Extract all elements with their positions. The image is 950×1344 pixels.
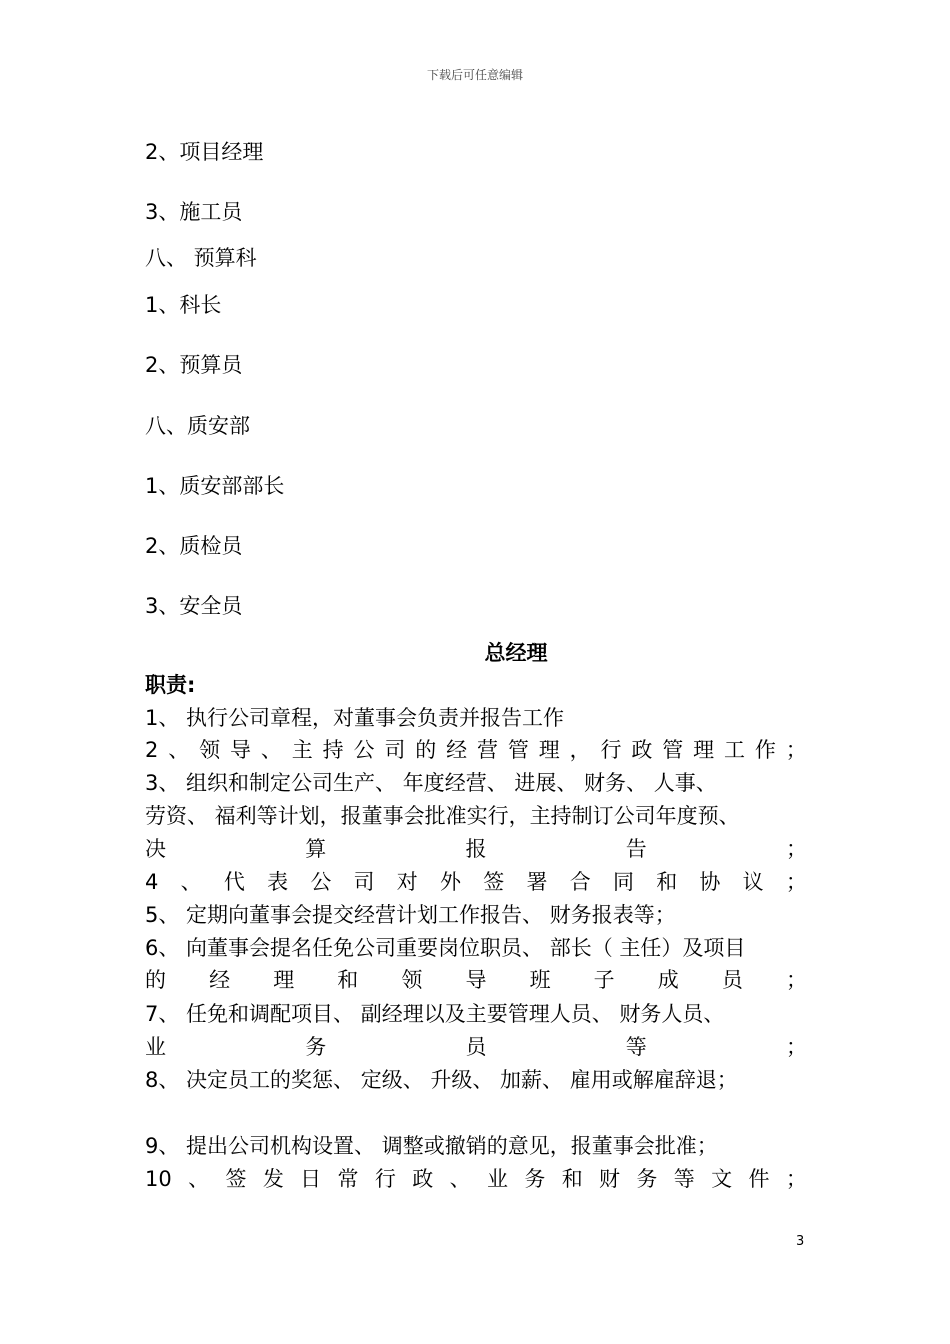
justified-token: 务	[524, 1167, 546, 1191]
justified-token: 营	[477, 738, 498, 762]
justified-token: 司	[384, 738, 406, 762]
justified-token: 日	[300, 1167, 322, 1191]
justified-token: 导	[230, 738, 251, 762]
justified-token: 财	[599, 1167, 621, 1191]
duty-line	[145, 967, 807, 993]
justified-token: 务	[305, 1035, 327, 1059]
page-header: 下载后可任意编辑	[426, 68, 523, 82]
justified-token: 员	[721, 968, 743, 992]
justified-token: 行	[600, 738, 622, 762]
justified-token: 成	[657, 968, 679, 992]
justified-token: 管	[507, 738, 529, 762]
justified-token: 业	[486, 1167, 508, 1191]
justified-token: 的	[415, 738, 437, 762]
justified-token: 外	[440, 870, 462, 894]
duty-line: 劳资、 福利等计划，报董事会批准实行，主持制订公司年度预、	[145, 804, 740, 828]
justified-token: 、	[260, 738, 282, 762]
duty-line	[145, 737, 807, 763]
justified-token: 件	[748, 1167, 770, 1191]
duty-line	[145, 1034, 807, 1060]
duties-label: 职责:	[145, 673, 196, 697]
justified-token: 主	[291, 738, 313, 762]
justified-token: 和	[561, 1167, 583, 1191]
justified-token: 告	[625, 837, 647, 861]
justified-token: 对	[396, 870, 418, 894]
justified-token: 工	[724, 738, 745, 762]
justified-token: 、	[449, 1167, 471, 1191]
justified-token: 决	[145, 837, 166, 861]
justified-token: 签	[483, 870, 505, 894]
list-item: 1、质安部部长	[145, 474, 285, 498]
justified-token: 议	[742, 870, 764, 894]
justified-token: 常	[337, 1167, 359, 1191]
justified-token: 4	[145, 870, 159, 894]
justified-token: 理	[538, 738, 560, 762]
justified-token: 领	[199, 738, 221, 762]
justified-token: 署	[526, 870, 548, 894]
justified-token: 员	[465, 1035, 487, 1059]
duty-line: 8、 决定员工的奖惩、 定级、 升级、 加薪、 雇用或解雇辞退；	[145, 1068, 738, 1092]
page-number: 3	[796, 1234, 805, 1249]
justified-token: ；	[785, 1167, 807, 1191]
justified-token: 和	[656, 870, 678, 894]
justified-token: 导	[465, 968, 487, 992]
justified-token: 政	[412, 1167, 434, 1191]
list-item: 2、项目经理	[145, 140, 264, 164]
duty-line	[145, 1166, 807, 1192]
justified-token: 和	[337, 968, 359, 992]
list-item: 3、安全员	[145, 594, 243, 618]
justified-token: ；	[786, 1035, 807, 1059]
justified-token: 理	[273, 968, 295, 992]
justified-token: 经	[209, 968, 231, 992]
justified-token: 公	[353, 738, 375, 762]
duty-line: 3、 组织和制定公司生产、 年度经营、 进展、 财务、 人事、	[145, 771, 717, 795]
justified-token: 发	[262, 1167, 284, 1191]
justified-token: 等	[673, 1167, 695, 1191]
justified-token: 签	[225, 1167, 247, 1191]
justified-token: 等	[625, 1035, 647, 1059]
justified-token: 、	[168, 738, 190, 762]
justified-token: 的	[145, 968, 166, 992]
duty-line: 1、 执行公司章程，对董事会负责并报告工作	[145, 706, 565, 730]
justified-token: 2	[145, 738, 159, 762]
justified-token: 业	[145, 1035, 166, 1059]
duty-line: 5、 定期向董事会提交经营计划工作报告、 财务报表等；	[145, 903, 676, 927]
justified-token: 算	[305, 837, 327, 861]
justified-token: 代	[223, 870, 245, 894]
justified-token: 经	[446, 738, 468, 762]
justified-token: 政	[631, 738, 653, 762]
duty-line: 9、 提出公司机构设置、 调整或撤销的意见，报董事会批准；	[145, 1134, 718, 1158]
justified-token: 务	[636, 1167, 658, 1191]
justified-token: 10	[145, 1167, 172, 1191]
justified-token: ；	[785, 968, 807, 992]
justified-token: 文	[711, 1167, 733, 1191]
justified-token: ；	[785, 870, 807, 894]
justified-token: 行	[374, 1167, 396, 1191]
justified-token: 班	[529, 968, 551, 992]
justified-token: 表	[267, 870, 289, 894]
duty-line	[145, 836, 807, 862]
list-item: 3、施工员	[145, 200, 243, 224]
list-item: 2、预算员	[145, 353, 243, 377]
list-item: 1、科长	[145, 293, 222, 317]
justified-token: 公	[310, 870, 332, 894]
justified-token: 、	[180, 870, 202, 894]
justified-token: 管	[662, 738, 684, 762]
justified-token: 、	[188, 1167, 210, 1191]
justified-token: 合	[569, 870, 591, 894]
duty-line: 7、 任免和调配项目、 副经理以及主要管理人员、 财务人员、	[145, 1002, 725, 1026]
justified-token: 作	[754, 738, 776, 762]
justified-token: ；	[785, 738, 807, 762]
justified-token: 同	[612, 870, 634, 894]
list-item: 八、 预算科	[145, 246, 257, 270]
justified-token: 协	[699, 870, 721, 894]
list-item: 2、质检员	[145, 534, 243, 558]
list-item: 八、质安部	[145, 414, 250, 438]
justified-token: 司	[353, 870, 375, 894]
justified-token: 持	[322, 738, 344, 762]
justified-token: 子	[593, 968, 615, 992]
justified-token: 报	[465, 837, 487, 861]
duty-line	[145, 869, 807, 895]
justified-token: ；	[786, 837, 807, 861]
justified-token: 理	[693, 738, 715, 762]
justified-token: ，	[569, 738, 591, 762]
justified-token: 领	[401, 968, 423, 992]
section-title: 总经理	[484, 641, 548, 665]
duty-line: 6、 向董事会提名任免公司重要岗位职员、 部长（ 主任）及项目	[145, 936, 746, 960]
